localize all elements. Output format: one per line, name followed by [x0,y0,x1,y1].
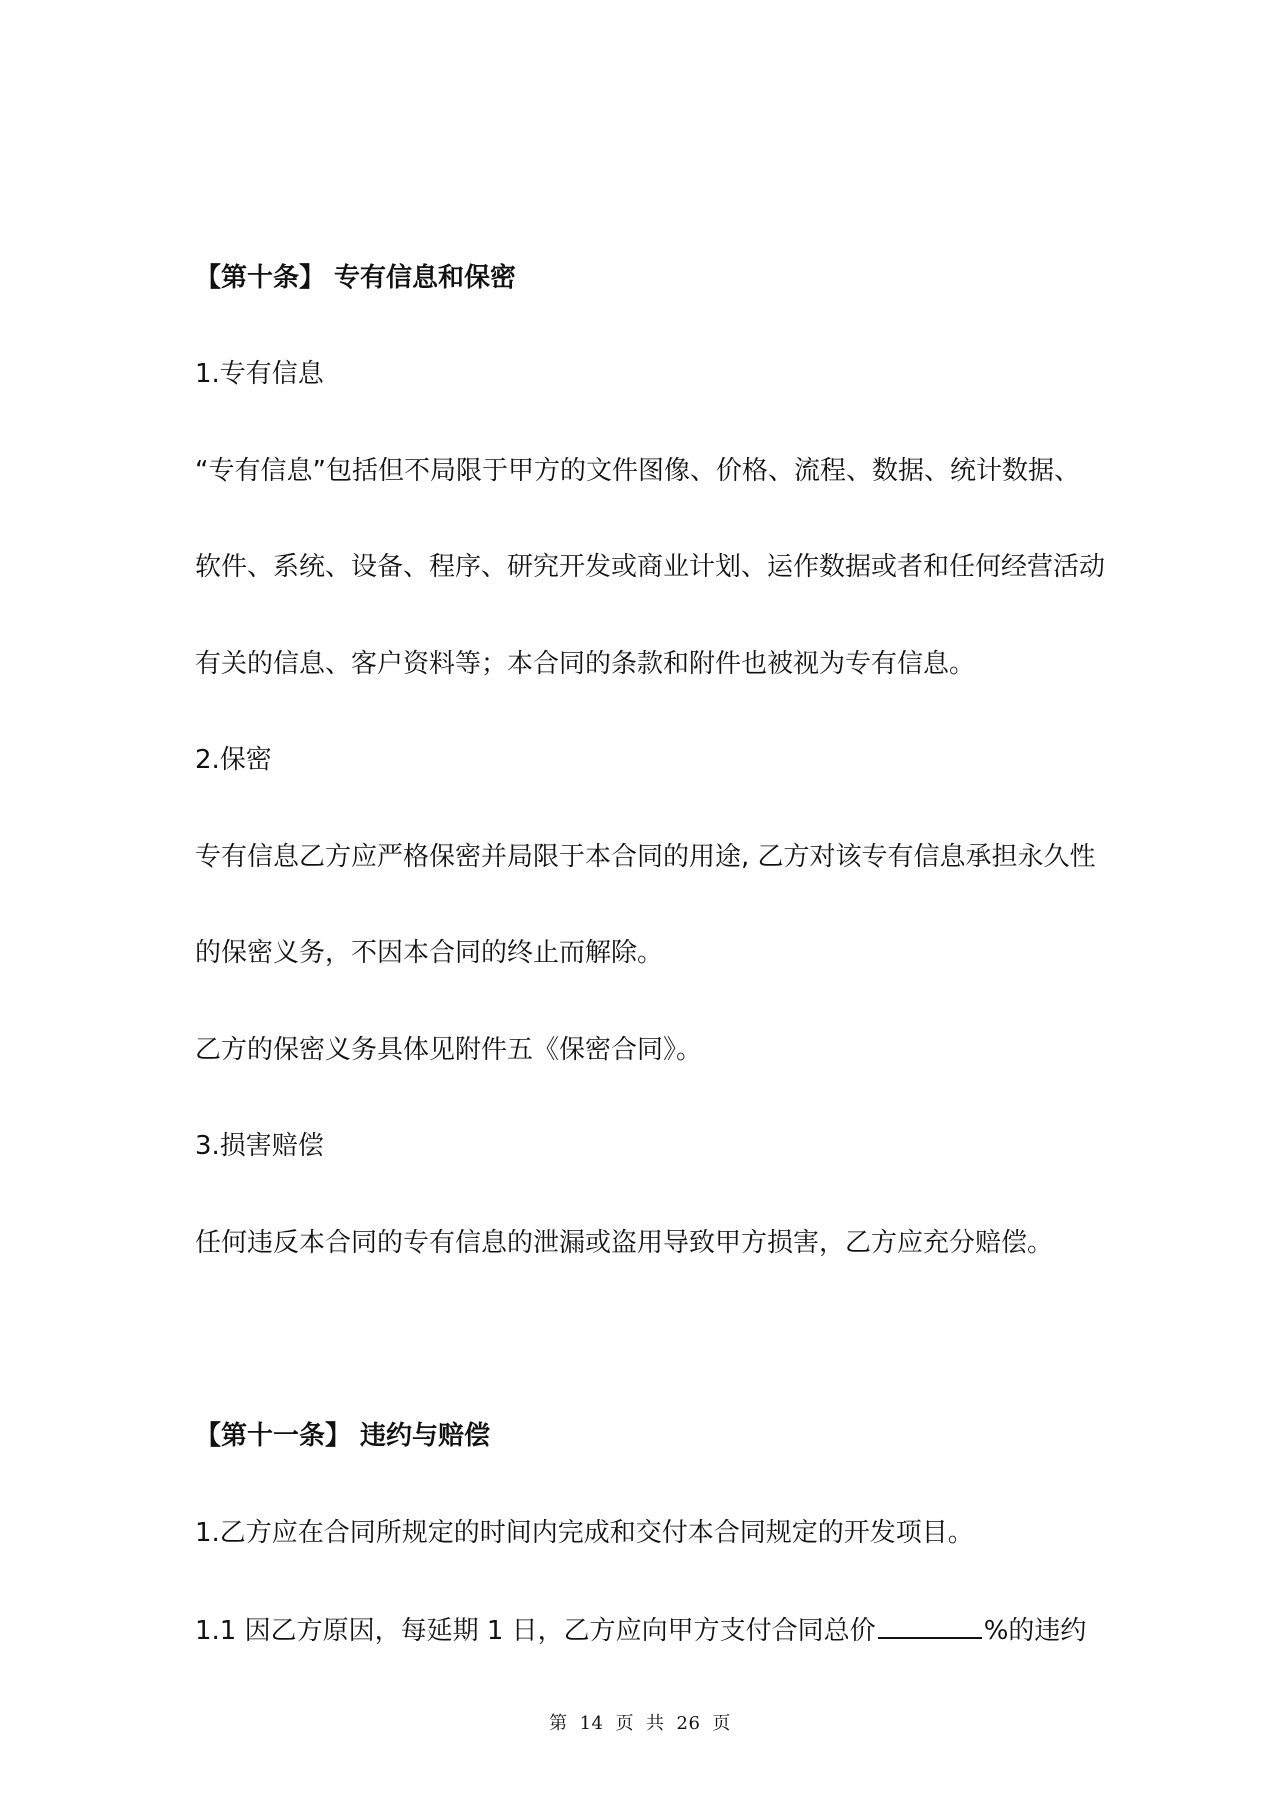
section-11-item-1-1 [195,1611,1086,1649]
fill-in-blank [878,1611,982,1639]
section-10-title: 【第十条】 专有信息和保密 [195,263,517,293]
section-10-item-3-paragraph: 任何违反本合同的专有信息的泄漏或盗用导致甲方损害，乙方应充分赔偿。 [195,1228,1054,1258]
footer-current-page: 14 [579,1713,604,1734]
section-11-title: 【第十一条】 违约与赔偿 [195,1421,491,1451]
section-10-item-2-heading: 2.保密 [195,745,272,775]
section-10-item-2-paragraph-line-2: 的保密义务，不因本合同的终止而解除。 [195,938,664,968]
section-10-item-1-paragraph-line-2: 软件、系统、设备、程序、研究开发或商业计划、运作数据或者和任何经营活动 [195,552,1106,582]
footer-suffix: 页 [712,1713,731,1734]
section-11-item-1-1-suffix: %的违约 [983,1616,1087,1646]
footer-page-word: 页 [615,1713,634,1734]
footer-total-word: 共 [646,1713,665,1734]
section-10-item-1-paragraph-line-1: “专有信息”包括但不局限于甲方的文件图像、价格、流程、数据、统计数据、 [195,456,1080,486]
footer-prefix: 第 [549,1713,568,1734]
section-10-item-2-paragraph-2: 乙方的保密义务具体见附件五《保密合同》。 [195,1035,703,1065]
section-11-item-1: 1.乙方应在合同所规定的时间内完成和交付本合同规定的开发项目。 [195,1518,974,1548]
section-11-item-1-1-prefix: 1.1 因乙方原因，每延期 1 日，乙方应向甲方支付合同总价 [195,1616,876,1646]
section-10-item-1-heading: 1.专有信息 [195,359,324,389]
section-10-item-1-paragraph-line-3: 有关的信息、客户资料等；本合同的条款和附件也被视为专有信息。 [195,649,976,679]
section-10-item-2-paragraph-line-1: 专有信息乙方应严格保密并局限于本合同的用途, 乙方对该专有信息承担永久性 [195,842,1096,872]
footer-total-pages: 26 [676,1713,701,1734]
section-10-item-3-heading: 3.损害赔偿 [195,1131,324,1161]
page-footer [0,1712,1280,1736]
